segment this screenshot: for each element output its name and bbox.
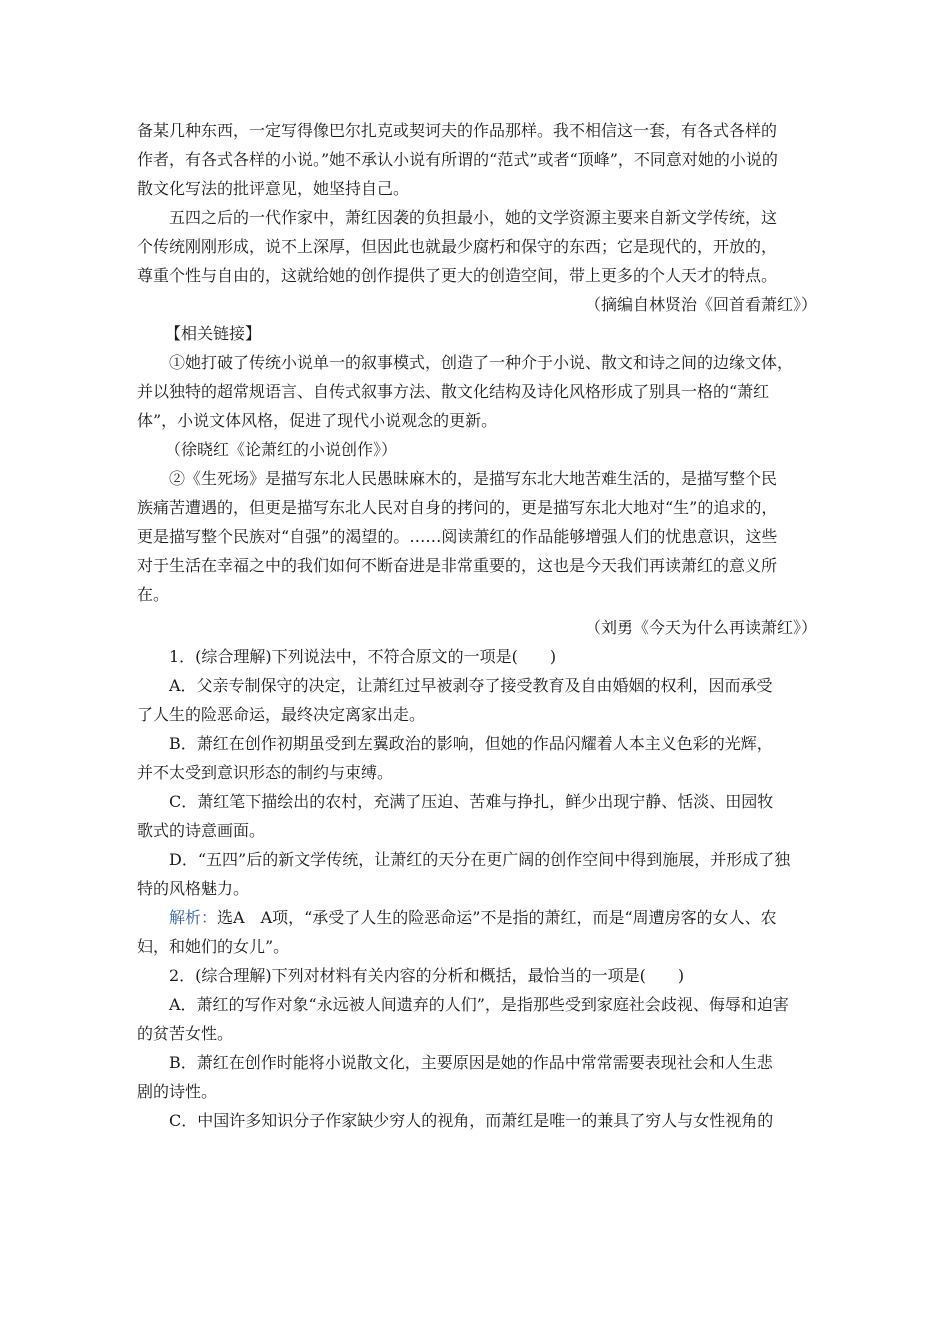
option-d-cont: 特的风格魅力。 <box>137 879 250 898</box>
related-link-item-2 <box>137 464 817 609</box>
related-link-item-1 <box>137 348 817 435</box>
question-2 <box>137 961 817 1135</box>
text-line: 备某几种东西，一定写得像巴尔扎克或契诃夫的作品那样。我不相信这一套，有各式各样的 <box>137 121 778 140</box>
analysis <box>137 903 817 932</box>
option-a: A．萧红的写作对象“永远被人间遗弃的人们”，是指那些受到家庭社会歧视、侮辱和迫害 <box>169 995 789 1014</box>
related-links-heading: 【相关链接】 <box>165 324 262 343</box>
text-line: 族痛苦遭遇的，但更是描写东北人民对自身的拷问的，更是描写东北大地对“生”的追求的， <box>137 498 778 517</box>
text-line: 作者，有各式各样的小说。”她不承认小说有所谓的“范式”或者“顶峰”，不同意对她的小说的 <box>137 150 778 169</box>
document-body <box>137 116 817 1135</box>
question-stem: 1．(综合理解)下列说法中，不符合原文的一项是( ) <box>169 647 557 666</box>
analysis-text: 选A A项，“承受了人生的险恶命运”不是指的萧红，而是“周遭房客的女人、农 <box>217 908 777 927</box>
text-line: 散文化写法的批评意见，她坚持自己。 <box>137 179 410 198</box>
question-1 <box>137 642 817 961</box>
text-line: 五四之后的一代作家中，萧红因袭的负担最小，她的文学资源主要来自新文学传统，这 <box>169 208 778 227</box>
option-c: C．萧红笔下描绘出的农村，充满了压迫、苦难与挣扎，鲜少出现宁静、恬淡、田园牧 <box>169 792 774 811</box>
text-line: ①她打破了传统小说单一的叙事模式，创造了一种介于小说、散文和诗之间的边缘文体， <box>169 353 794 372</box>
source-citation: （徐晓红《论萧红的小说创作》） <box>165 440 398 459</box>
source-citation: （摘编自林贤治《回首看萧红》） <box>584 295 817 314</box>
option-a-cont: 的贫苦女性。 <box>137 1024 234 1043</box>
option-a-cont: 了人生的险恶命运，最终决定离家出走。 <box>137 705 426 724</box>
option-b-cont: 并不太受到意识形态的制约与束缚。 <box>137 763 394 782</box>
text-line: 更是描写整个民族对“自强”的渴望的。……阅读萧红的作品能够增强人们的忧患意识，这些 <box>137 527 778 546</box>
option-d: D．“五四”后的新文学传统，让萧红的天分在更广阔的创作空间中得到施展，并形成了独 <box>169 850 791 869</box>
option-b: B．萧红在创作初期虽受到左翼政治的影响，但她的作品闪耀着人本主义色彩的光辉， <box>169 734 773 753</box>
analysis-cont: 妇，和她们的女儿”。 <box>137 937 290 956</box>
text-line: ②《生死场》是描写东北人民愚昧麻木的，是描写东北大地苦难生活的，是描写整个民 <box>169 469 778 488</box>
text-line: 尊重个性与自由的，这就给她的创作提供了更大的创造空间，带上更多的个人天才的特点。 <box>137 266 778 285</box>
option-c: C．中国许多知识分子作家缺少穷人的视角，而萧红是唯一的兼具了穷人与女性视角的 <box>169 1111 774 1130</box>
text-line: 并以独特的超常规语言、自传式叙事方法、散文化结构及诗化风格形成了别具一格的“萧红 <box>137 382 770 401</box>
option-a: A．父亲专制保守的决定，让萧红过早被剥夺了接受教育及自由婚姻的权利，因而承受 <box>169 676 773 695</box>
text-line: 体”，小说文体风格，促进了现代小说观念的更新。 <box>137 411 498 430</box>
text-line: 在。 <box>137 585 170 604</box>
option-b-cont: 剧的诗性。 <box>137 1082 218 1101</box>
analysis-label: 解析： <box>169 908 218 927</box>
option-b: B．萧红在创作时能将小说散文化，主要原因是她的作品中常常需要表现社会和人生悲 <box>169 1053 773 1072</box>
text-line: 个传统刚刚形成，说不上深厚，但因此也就最少腐朽和保守的东西；它是现代的，开放的， <box>137 237 778 256</box>
source-citation: （刘勇《今天为什么再读萧红》） <box>584 618 817 637</box>
passage-paragraph-1 <box>137 116 817 203</box>
passage-paragraph-2 <box>137 203 817 290</box>
option-c-cont: 歌式的诗意画面。 <box>137 821 266 840</box>
text-line: 对于生活在幸福之中的我们如何不断奋进是非常重要的，这也是今天我们再读萧红的意义所 <box>137 556 778 575</box>
question-stem: 2．(综合理解)下列对材料有关内容的分析和概括，最恰当的一项是( ) <box>169 966 685 985</box>
